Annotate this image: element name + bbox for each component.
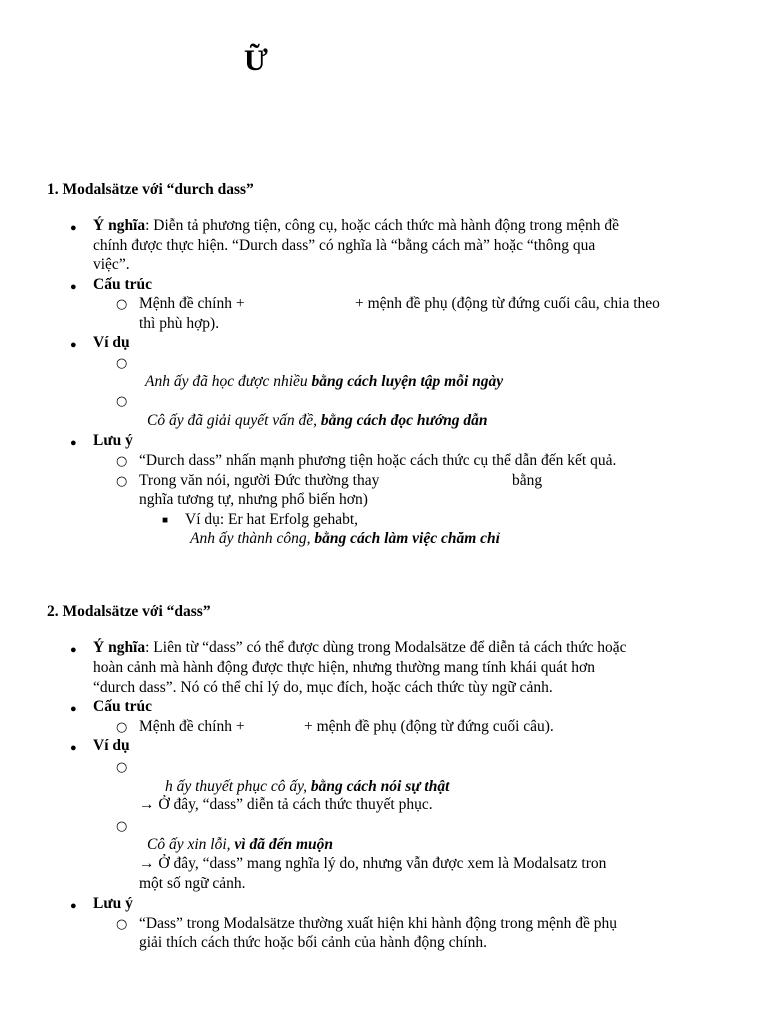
bullet-dot: ● [70,900,77,912]
s1-meaning-line-2: chính được thực hiện. “Durch dass” có nghĩa là “bằng cách mà” hoặc “thông qua [93,237,596,254]
s1-structure-line-2: thì phù hợp). [139,315,220,332]
bullet-dot: ● [70,437,77,449]
bullet-dot: ● [70,742,77,754]
bullet-circle: ○ [116,394,128,409]
bullet-circle: ○ [116,760,128,775]
bullet-circle: ○ [116,819,128,834]
s2-example-1-note: → Ở đây, “dass” diễn tả cách thức thuyết phục. [139,796,433,813]
bullet-dot: ● [70,644,77,656]
s1-note-1: “Durch dass” nhấn mạnh phương tiện hoặc cách thức cụ thể dẫn đến kết quả. [139,452,617,469]
s1-sub-example-translation: Anh ấy thành công, bằng cách làm việc chăm chỉ [190,530,500,547]
s2-structure-label: Cấu trúc [93,698,152,715]
s1-example-2: Cô ấy đã giải quyết vấn đề, bằng cách đọc hướng dẫn [147,412,488,429]
bullet-circle: ○ [116,474,128,489]
s1-example-1: Anh ấy đã học được nhiều bằng cách luyện tập mỗi ngày [145,373,504,390]
s1-structure-label: Cấu trúc [93,276,152,293]
s1-structure-right: + mệnh đề phụ (động từ đứng cuối câu, chia theo [355,295,660,312]
s2-meaning-line-3: “durch dass”. Nó có thể chỉ lý do, mục đích, hoặc cách thức tùy ngữ cảnh. [93,679,553,696]
s2-example-2: Cô ấy xin lỗi, vì đã đến muộn [147,836,334,853]
bullet-square: ■ [162,515,169,526]
s1-note-2-line-2: nghĩa tương tự, nhưng phổ biến hơn) [139,491,368,508]
bullet-dot: ● [70,703,77,715]
bullet-circle: ○ [116,720,128,735]
s2-structure-right: + mệnh đề phụ (động từ đứng cuối câu). [304,718,554,735]
s1-note-label: Lưu ý [93,432,133,449]
bullet-dot: ● [70,339,77,351]
s2-example-label: Ví dụ [93,737,130,754]
s1-structure-left: Mệnh đề chính + [139,295,245,312]
s2-meaning-line-2: hoàn cảnh mà hành động được thực hiện, nhưng thường mang tính khái quát hơn [93,659,596,676]
s2-example-2-note-1: → Ở đây, “dass” mang nghĩa lý do, nhưng vẫn được xem là Modalsatz tron [139,855,607,872]
s2-note-1-line-2: giải thích cách thức hoặc bối cảnh của hành động chính. [139,934,487,951]
section-1-heading: 1. Modalsätze với “durch dass” [47,181,254,198]
s1-meaning-line-3: việc”. [93,256,130,273]
s1-note-2-left: Trong văn nói, người Đức thường thay [139,472,380,489]
s2-meaning-line-1: Ý nghĩa: Liên từ “dass” có thể được dùng trong Modalsätze để diễn tả cách thức hoặc [93,639,627,656]
s1-meaning-line-1: Ý nghĩa: Diễn tả phương tiện, công cụ, hoặc cách thức mà hành động trong mệnh đề [93,217,620,234]
s2-example-2-note-2: một số ngữ cảnh. [139,875,246,892]
s1-example-label: Ví dụ [93,334,130,351]
bullet-circle: ○ [116,297,128,312]
bullet-circle: ○ [116,454,128,469]
section-2-heading: 2. Modalsätze với “dass” [47,603,211,620]
s1-note-2-right: bằng [512,472,543,489]
s2-structure-left: Mệnh đề chính + [139,718,245,735]
bullet-dot: ● [70,222,77,234]
bullet-circle: ○ [116,356,128,371]
s1-sub-example: Ví dụ: Er hat Erfolg gehabt, [185,511,359,528]
bullet-circle: ○ [116,917,128,932]
s2-note-label: Lưu ý [93,895,133,912]
s2-example-1: h ấy thuyết phục cô ấy, bằng cách nói sự thật [165,778,450,795]
bullet-dot: ● [70,281,77,293]
s2-note-1-line-1: “Dass” trong Modalsätze thường xuất hiện khi hành động trong mệnh đề phụ [139,915,618,932]
page-title-glyph: Ữ [244,44,268,77]
